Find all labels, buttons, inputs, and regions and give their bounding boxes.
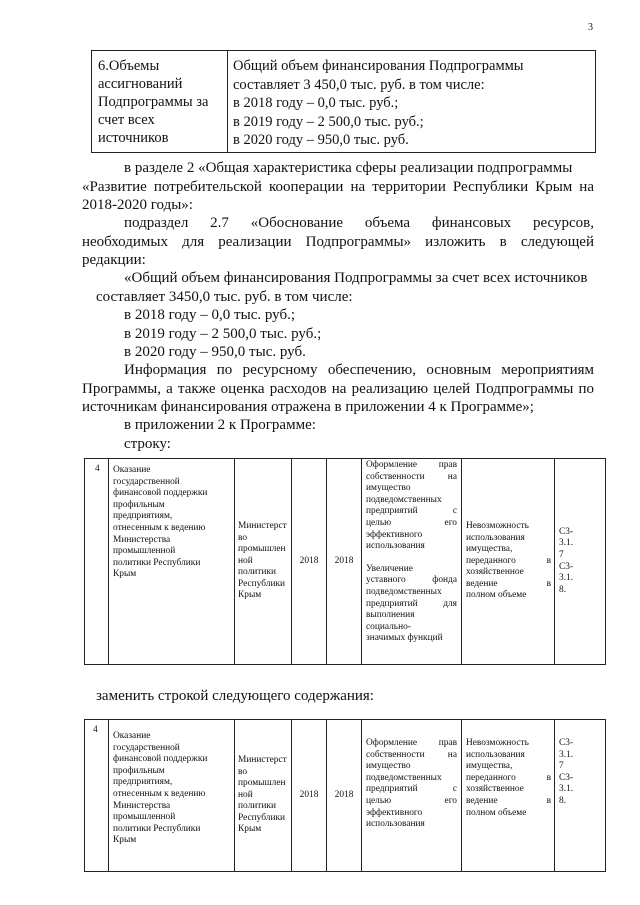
text-line: имущества,: [466, 761, 513, 772]
text-line: С3-: [559, 526, 574, 537]
text-line: промышлен: [238, 544, 286, 555]
text-line: использования: [466, 532, 525, 543]
text-line: имущество: [366, 483, 411, 494]
text-line: во: [238, 766, 248, 777]
paragraph-line: в 2019 году – 2 500,0 тыс. руб.;: [124, 326, 322, 342]
funding-value-line: в 2019 году – 2 500,0 тыс. руб.;: [233, 113, 424, 130]
code-cell: [555, 720, 585, 871]
year-start-cell: [292, 720, 327, 871]
result-cell: [462, 720, 555, 871]
year-start: 2018: [299, 789, 319, 800]
events-cell: [362, 720, 462, 871]
page-number: 3: [588, 22, 593, 33]
row-number: 4: [93, 725, 98, 735]
text-line: Невозможность: [466, 738, 529, 748]
text-line: Министерст: [238, 520, 287, 531]
funding-label-line: счет всех: [98, 112, 155, 128]
text-line: финансовой поддержки: [113, 754, 208, 765]
paragraph-line: в 2020 году – 950,0 тыс. руб.: [124, 344, 306, 360]
text-line: Крым: [113, 569, 137, 580]
activity-name-cell: [109, 459, 235, 664]
text-line: Крым: [238, 590, 262, 601]
text-line: С3-: [559, 561, 574, 572]
text-line: Республики: [238, 812, 286, 823]
paragraph-line: 2018-2020 годы»:: [82, 197, 193, 213]
funding-value-line: в 2020 году – 950,0 тыс. руб.: [233, 132, 409, 148]
text-line: ведение в: [466, 795, 551, 806]
text-line: эффективного: [366, 807, 423, 818]
ministry-cell: [235, 720, 292, 871]
funding-label-line: 6.Объемы: [98, 58, 160, 74]
row-number-cell: [85, 459, 109, 664]
text-line: подведомственных: [366, 586, 442, 597]
paragraph-line: «Развитие потребительской кооперации на территории Республики Крым на: [82, 179, 594, 195]
funding-value-line: составляет 3 450,0 тыс. руб. в том числе:: [233, 76, 485, 93]
text-line: собственности на: [366, 471, 457, 482]
text-line: использования: [366, 819, 425, 830]
text-line: политики: [238, 801, 276, 812]
new-row-table: [84, 719, 606, 872]
funding-label-cell: [92, 51, 228, 152]
text-line: эффективного: [366, 529, 423, 540]
text-line: С3-: [559, 738, 574, 748]
text-line: государственной: [113, 476, 180, 487]
paragraph-line: Программы, а также оценка расходов на реализацию целей Подпрограммы по: [82, 381, 594, 397]
text-line: 3.1.: [559, 573, 574, 584]
paragraph-line: необходимых для реализации Подпрограммы» изложить в следующей: [82, 234, 594, 250]
paragraph-line: в разделе 2 «Общая характеристика сферы реализации подпрограммы: [124, 160, 573, 176]
text-line: хозяйственное: [466, 567, 524, 578]
year-end: 2018: [334, 789, 354, 800]
paragraph-line: составляет 3450,0 тыс. руб. в том числе:: [96, 289, 353, 305]
text-line: во: [238, 532, 248, 543]
text-line: ведение в: [466, 578, 551, 589]
text-line: 3.1.: [559, 749, 574, 760]
paragraph-line: в 2018 году – 0,0 тыс. руб.;: [124, 307, 296, 323]
text-line: государственной: [113, 742, 180, 753]
text-line: 8.: [559, 795, 567, 806]
text-line: 7: [559, 761, 564, 772]
paragraph-line: строку:: [124, 436, 171, 452]
text-line: профильным: [113, 499, 165, 510]
text-line: Оформление прав: [366, 738, 457, 748]
year-end-cell: [327, 720, 362, 871]
text-line: выполнения: [366, 610, 415, 621]
text-line: предприятиям,: [113, 511, 173, 522]
text-line: отнесенным к ведению: [113, 522, 206, 533]
year-end: 2018: [334, 555, 354, 566]
activity-name-cell: [109, 720, 235, 871]
text-line: целью его: [366, 517, 457, 528]
text-line: уставного фонда: [366, 575, 457, 586]
paragraph-line: заменить строкой следующего содержания:: [96, 688, 374, 704]
text-line: промышленной: [113, 812, 176, 823]
text-line: социально-: [366, 621, 411, 632]
text-line: Невозможность: [466, 520, 529, 531]
text-line: Оказание: [113, 731, 151, 741]
text-line: 3.1.: [559, 538, 574, 549]
text-line: Министерст: [238, 754, 287, 765]
text-line: переданного в: [466, 555, 551, 566]
paragraph-line: подраздел 2.7 «Обоснование объема финансовых ресурсов,: [124, 215, 594, 231]
funding-label-line: Подпрограммы за: [98, 94, 209, 110]
text-line: значимых функций: [366, 633, 443, 644]
text-line: имущество: [366, 761, 411, 772]
text-line: подведомственных: [366, 494, 442, 505]
text-line: собственности на: [366, 749, 457, 760]
year-start: 2018: [299, 555, 319, 566]
text-line: подведомственных: [366, 772, 442, 783]
text-line: политики Республики: [113, 557, 201, 568]
text-line: промышлен: [238, 778, 286, 789]
paragraph-line: источникам финансирования отражена в приложении 4 к Программе»;: [82, 399, 534, 415]
text-line: Увеличение: [366, 563, 413, 574]
text-line: профильным: [113, 765, 165, 776]
text-line: использования: [466, 749, 525, 760]
year-end-cell: [327, 459, 362, 664]
funding-value-cell: [228, 51, 595, 152]
row-number: 4: [95, 464, 100, 474]
text-line: 3.1.: [559, 784, 574, 795]
text-line: предприятий с: [366, 506, 457, 517]
text-line: Крым: [113, 835, 137, 846]
text-line: хозяйственное: [466, 784, 524, 795]
text-line: 8.: [559, 584, 567, 595]
text-line: ной: [238, 555, 253, 566]
text-line: предприятий для: [366, 598, 457, 609]
funding-label-line: ассигнований: [98, 76, 183, 92]
text-line: финансовой поддержки: [113, 488, 208, 499]
text-line: целью его: [366, 795, 457, 806]
events-cell: [362, 459, 462, 664]
text-line: С3-: [559, 772, 574, 783]
ministry-cell: [235, 459, 292, 664]
funding-label-line: источников: [98, 130, 169, 146]
funding-table: [91, 50, 596, 153]
text-line: ной: [238, 789, 253, 800]
text-line: 7: [559, 549, 564, 560]
text-line: Министерства: [113, 800, 171, 811]
text-line: Оформление прав: [366, 460, 457, 470]
text-line: предприятиям,: [113, 777, 173, 788]
text-line: полном объеме: [466, 590, 527, 601]
text-line: политики: [238, 567, 276, 578]
text-line: Оказание: [113, 465, 151, 475]
text-line: промышленной: [113, 546, 176, 557]
text-line: полном объеме: [466, 807, 527, 818]
old-row-table: [84, 458, 606, 665]
funding-value-line: в 2018 году – 0,0 тыс. руб.;: [233, 95, 399, 111]
text-line: предприятий с: [366, 784, 457, 795]
text-line: Министерства: [113, 534, 171, 545]
row-number-cell: [85, 720, 109, 871]
paragraph-line: Информация по ресурсному обеспечению, основным мероприятиям: [124, 362, 594, 378]
text-line: отнесенным к ведению: [113, 788, 206, 799]
paragraph-line: в приложении 2 к Программе:: [124, 417, 316, 433]
text-line: Республики: [238, 578, 286, 589]
text-line: политики Республики: [113, 823, 201, 834]
text-line: имущества,: [466, 544, 513, 555]
year-start-cell: [292, 459, 327, 664]
text-line: Крым: [238, 824, 262, 835]
code-cell: [555, 459, 585, 664]
funding-value-line: Общий объем финансирования Подпрограммы: [233, 58, 524, 74]
result-cell: [462, 459, 555, 664]
paragraph-line: «Общий объем финансирования Подпрограммы за счет всех источников: [124, 270, 588, 286]
text-line: использования: [366, 541, 425, 552]
text-line: переданного в: [466, 772, 551, 783]
paragraph-line: редакции:: [82, 252, 146, 268]
